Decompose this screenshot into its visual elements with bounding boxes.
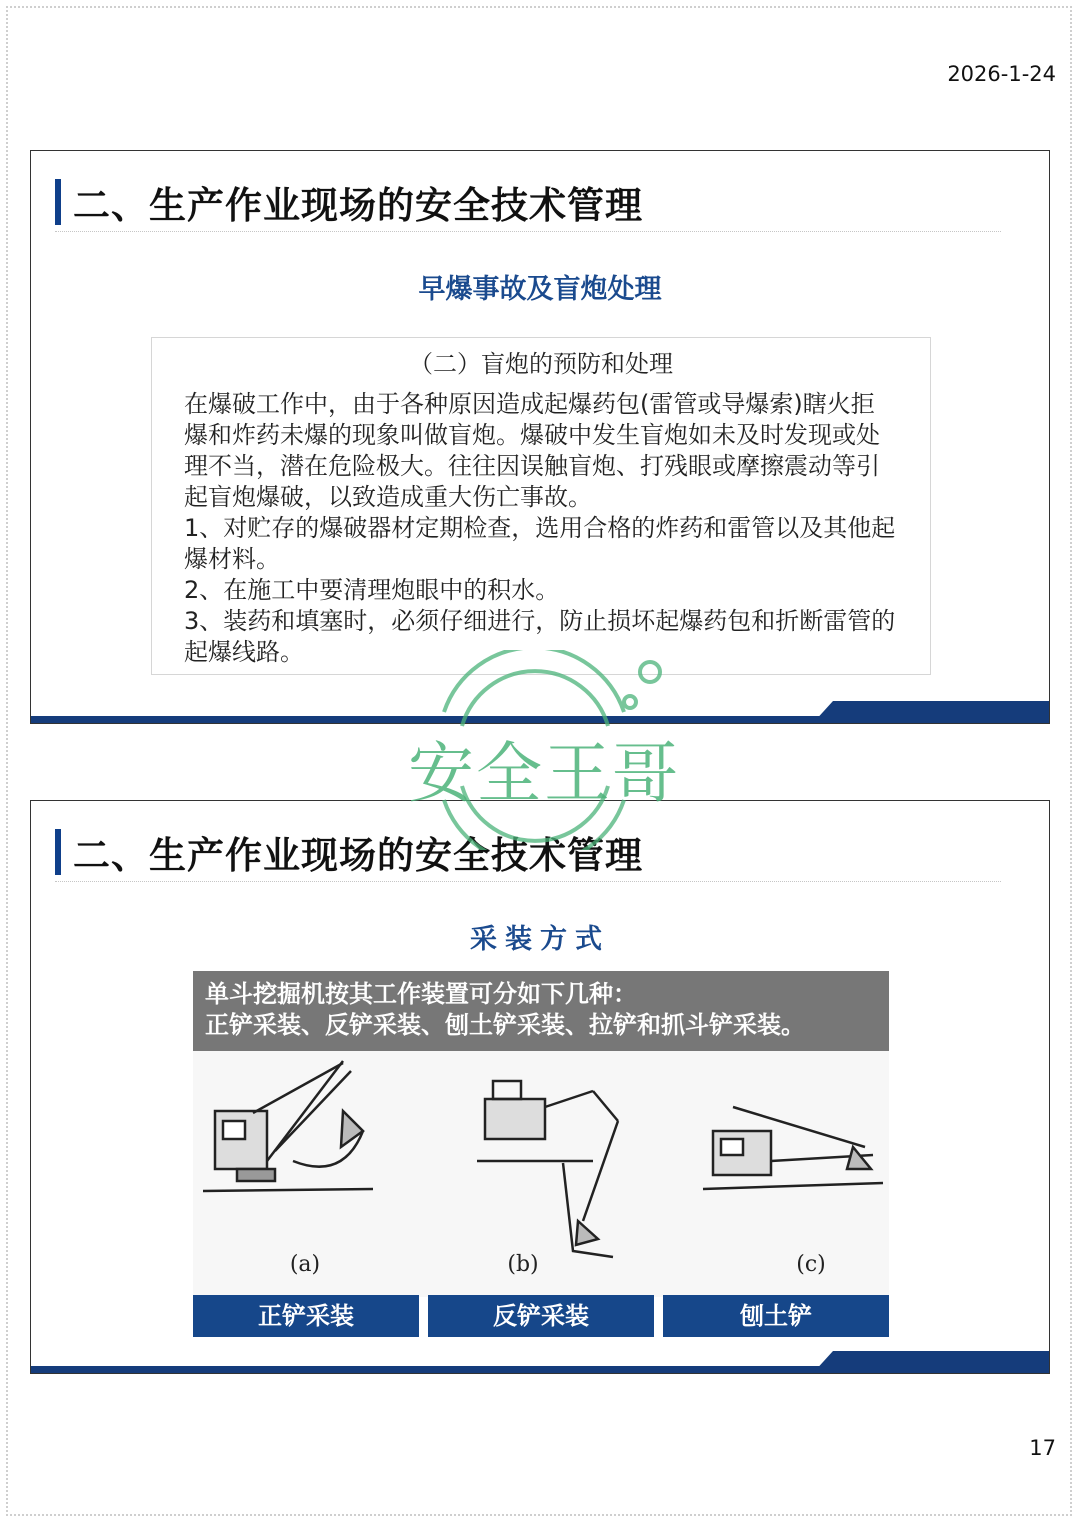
content-text xyxy=(184,389,898,668)
paragraph-intro: 在爆破工作中，由于各种原因造成起爆药包(雷管或导爆索)瞎火拒爆和炸药未爆的现象叫做盲炮。爆破中发生盲炮如未及时发现或处理不当，潜在危险极大。往往因误触盲炮、打残眼或摩擦震动等引起盲炮爆破，以致造成重大伤亡事故。 xyxy=(184,390,880,511)
scraper-button[interactable]: 刨土铲 xyxy=(663,1295,889,1337)
paragraph-item-1: 1、对贮存的爆破器材定期检查，选用合格的炸药和雷管以及其他起爆材料。 xyxy=(184,514,896,573)
intro-line-1: 单斗挖掘机按其工作装置可分如下几种： xyxy=(205,980,637,1008)
slide-blind-shot xyxy=(30,150,1050,724)
excavator-diagram xyxy=(193,1051,889,1297)
slide-subtitle: 早爆事故及盲炮处理 xyxy=(418,274,662,305)
page-date: 2026-1-24 xyxy=(947,62,1056,86)
title-accent-bar xyxy=(55,179,61,225)
page-number: 17 xyxy=(1029,1436,1056,1460)
content-box xyxy=(151,337,931,675)
slide-title: 二、生产作业现场的安全技术管理 xyxy=(73,834,643,877)
slide-bottom-wedge xyxy=(813,1351,1049,1373)
intro-line-2: 正铲采装、反铲采装、刨土铲采装、拉铲和抓斗铲采装。 xyxy=(205,1011,805,1039)
title-accent-bar xyxy=(55,829,61,875)
front-shovel-button[interactable]: 正铲采装 xyxy=(193,1295,419,1337)
excavator-figure xyxy=(193,1051,889,1297)
figure-label-c: (c) xyxy=(796,1252,826,1277)
front-shovel-drawing xyxy=(203,1061,373,1191)
intro-box xyxy=(193,971,889,1051)
backhoe-button[interactable]: 反铲采装 xyxy=(428,1295,654,1337)
scraper-drawing xyxy=(703,1107,883,1189)
slide-bottom-wedge xyxy=(813,701,1049,723)
title-divider xyxy=(55,231,1001,232)
figure-label-a: (a) xyxy=(289,1252,321,1277)
paragraph-item-2: 2、在施工中要清理炮眼中的积水。 xyxy=(184,576,560,604)
box-heading: （二）盲炮的预防和处理 xyxy=(409,350,673,378)
figure-label-b: (b) xyxy=(507,1252,539,1277)
title-divider xyxy=(55,881,1001,882)
paragraph-item-3: 3、装药和填塞时，必须仔细进行，防止损坏起爆药包和折断雷管的起爆线路。 xyxy=(184,607,896,666)
slide-loading-methods xyxy=(30,800,1050,1374)
watermark-text: 安全王哥 xyxy=(408,735,680,812)
slide-title: 二、生产作业现场的安全技术管理 xyxy=(73,184,643,227)
slide-subtitle: 采装方式 xyxy=(470,924,610,955)
backhoe-drawing xyxy=(477,1081,618,1257)
